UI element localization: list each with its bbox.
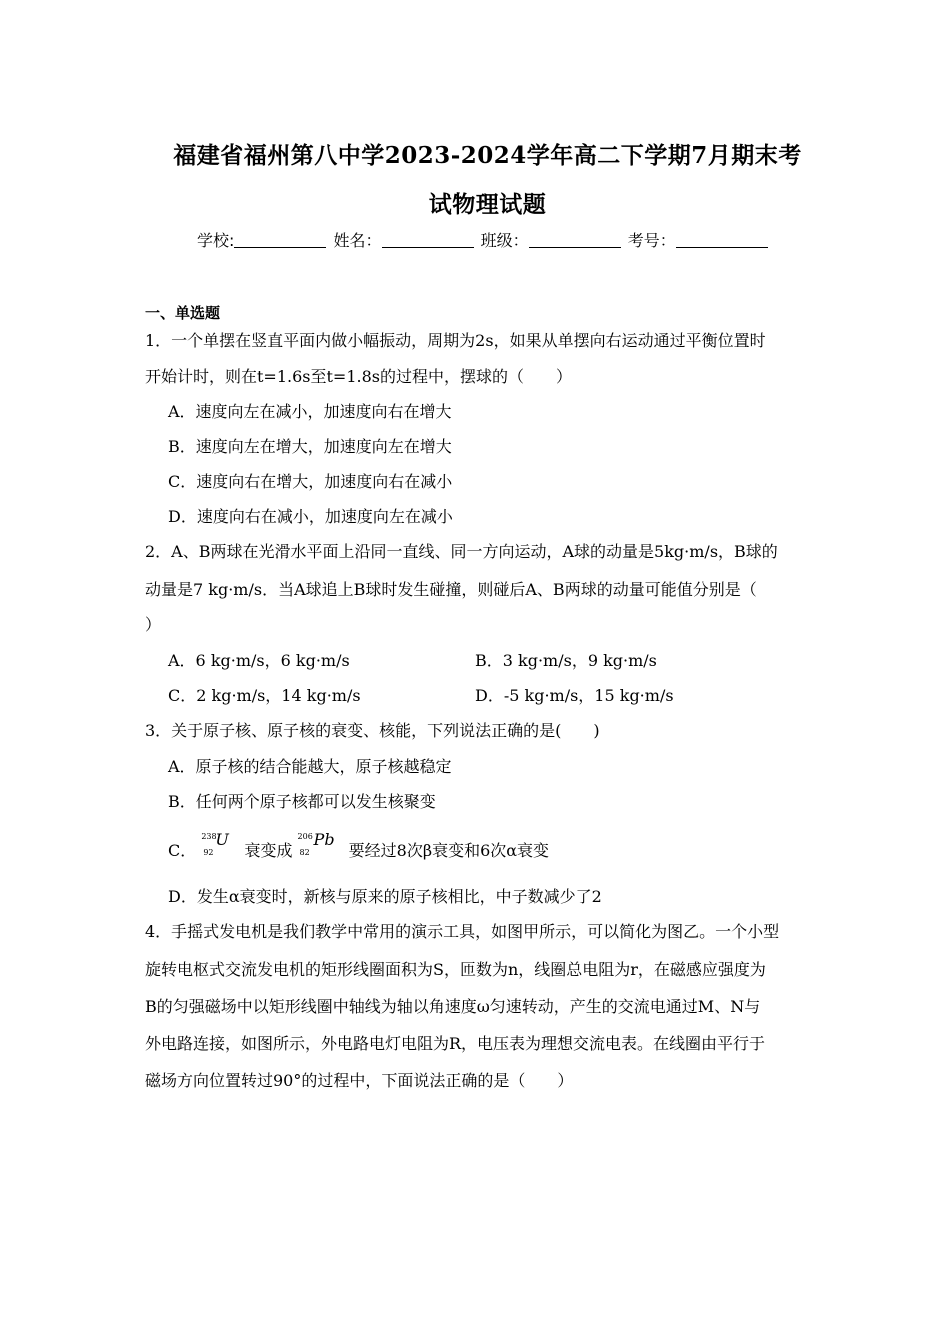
exam-title-line1: 福建省福州第八中学2023-2024学年高二下学期7月期末考 xyxy=(173,142,802,169)
section-title: 一、单选题 xyxy=(145,304,221,322)
uranium-atomic-number: 92 xyxy=(203,848,214,857)
class-label: 班级： xyxy=(480,231,529,250)
q2-option-d[interactable]: D．-5 kg·m/s，15 kg·m/s xyxy=(475,686,674,705)
q4-line5: 磁场方向位置转过90°的过程中，下面说法正确的是（ ） xyxy=(145,1071,574,1090)
q3-option-c-label: C． xyxy=(168,841,197,860)
uranium-nuclide xyxy=(201,830,239,864)
q2-option-b[interactable]: B．3 kg·m/s，9 kg·m/s xyxy=(475,651,657,670)
q3-option-d[interactable]: D．发生α衰变时，新核与原来的原子核相比，中子数减少了2 xyxy=(168,887,602,906)
uranium-mass-number: 238 xyxy=(201,832,217,841)
q1-option-b[interactable]: B．速度向左在增大，加速度向左在增大 xyxy=(168,437,452,456)
q4-line4: 外电路连接，如图所示，外电路电灯电阻为R，电压表为理想交流电表。在线圈由平行于 xyxy=(145,1034,766,1053)
q1-option-c[interactable]: C．速度向右在增大，加速度向右在减小 xyxy=(168,472,453,491)
q2-option-a[interactable]: A．6 kg·m/s，6 kg·m/s xyxy=(168,651,350,670)
q3-option-c[interactable] xyxy=(168,830,550,864)
exam-number-blank[interactable] xyxy=(676,247,768,248)
q3-option-c-middle: 衰变成 xyxy=(244,841,293,860)
name-label: 姓名： xyxy=(333,231,382,250)
q3-option-a[interactable]: A．原子核的结合能越大，原子核越稳定 xyxy=(168,757,452,776)
q2-line3: ） xyxy=(145,615,162,634)
lead-nuclide xyxy=(297,830,344,864)
lead-symbol: Pb xyxy=(313,830,335,849)
lead-mass-number: 206 xyxy=(297,832,313,841)
school-blank[interactable] xyxy=(234,247,326,248)
q2-line1: 2．A、B两球在光滑水平面上沿同一直线、同一方向运动，A球的动量是5kg·m/s，B球的 xyxy=(145,542,778,561)
q1-line1: 1．一个单摆在竖直平面内做小幅振动，周期为2s，如果从单摆向右运动通过平衡位置时 xyxy=(145,331,766,350)
q1-option-d[interactable]: D．速度向右在减小，加速度向左在减小 xyxy=(168,507,453,526)
q2-option-c[interactable]: C．2 kg·m/s，14 kg·m/s xyxy=(168,686,361,705)
q1-line2: 开始计时，则在t=1.6s至t=1.8s的过程中，摆球的（ ） xyxy=(145,367,572,386)
class-blank[interactable] xyxy=(529,247,621,248)
name-blank[interactable] xyxy=(382,247,474,248)
q3-option-b[interactable]: B．任何两个原子核都可以发生核聚变 xyxy=(168,792,436,811)
student-info-row xyxy=(197,228,770,251)
lead-atomic-number: 82 xyxy=(299,848,310,857)
uranium-symbol: U xyxy=(215,830,229,849)
q4-line3: B的匀强磁场中以矩形线圈中轴线为轴以角速度ω匀速转动，产生的交流电通过M、N与 xyxy=(145,997,761,1016)
q3-option-c-tail: 要经过8次β衰变和6次α衰变 xyxy=(348,841,550,860)
q2-line2: 动量是7 kg·m/s．当A球追上B球时发生碰撞，则碰后A、B两球的动量可能值分别是（ xyxy=(145,580,757,599)
exam-title-line2: 试物理试题 xyxy=(428,191,547,218)
q4-line2: 旋转电枢式交流发电机的矩形线圈面积为S，匝数为n，线圈总电阻为r，在磁感应强度为 xyxy=(145,960,766,979)
exam-number-label: 考号： xyxy=(627,231,676,250)
q3-line1: 3．关于原子核、原子核的衰变、核能，下列说法正确的是( ) xyxy=(145,721,600,740)
q4-line1: 4．手摇式发电机是我们教学中常用的演示工具，如图甲所示，可以简化为图乙。一个小型 xyxy=(145,922,780,941)
q1-option-a[interactable]: A．速度向左在减小，加速度向右在增大 xyxy=(168,402,452,421)
school-label: 学校: xyxy=(197,231,235,250)
